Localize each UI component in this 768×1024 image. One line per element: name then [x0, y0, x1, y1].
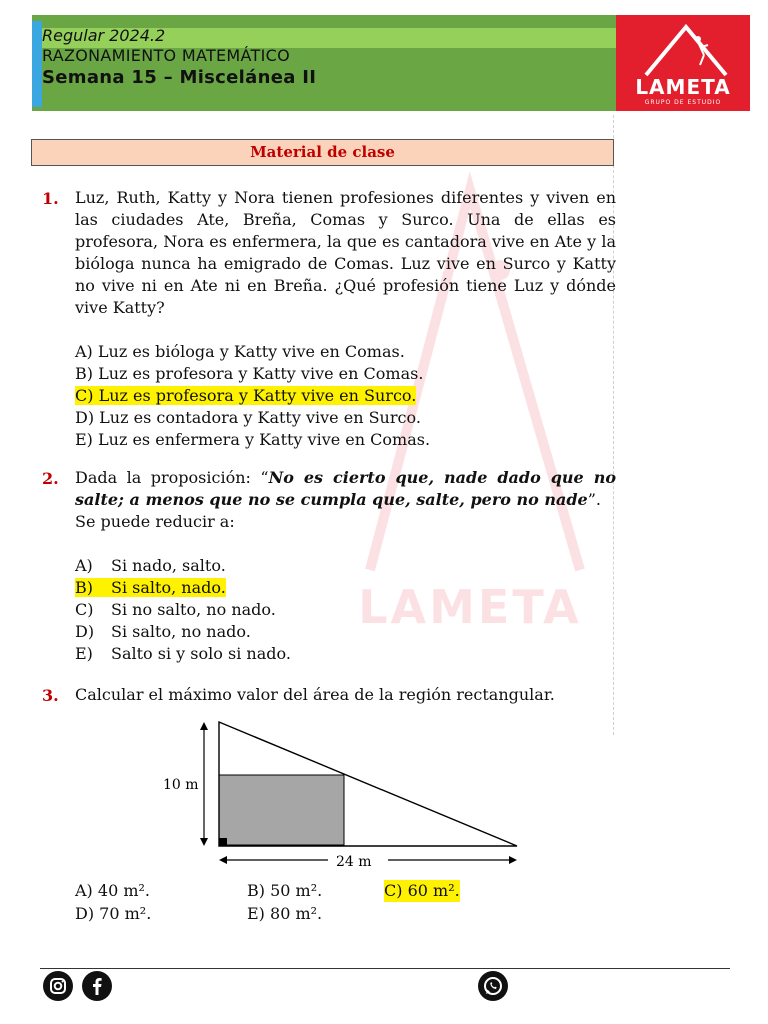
- question-text-2: [75, 467, 616, 533]
- instagram-icon[interactable]: [43, 971, 73, 1001]
- q2-line2: Se puede reducir a:: [75, 512, 235, 531]
- question-number-1: 1.: [42, 189, 59, 208]
- right-angle-mark: [219, 838, 227, 846]
- option-1d: D) Luz es contadora y Katty vive en Surco.: [75, 408, 421, 427]
- option-3b: B) 50 m².: [247, 881, 323, 900]
- triangle-diagram: [160, 716, 540, 880]
- option-2c: C) Si no salto, no nado.: [75, 600, 276, 619]
- option-2b-highlighted: B) Si salto, nado.: [75, 578, 226, 597]
- option-1a: A) Luz es bióloga y Katty vive en Comas.: [75, 342, 405, 361]
- section-title: Material de clase: [31, 139, 614, 166]
- base-label: 24 m: [336, 854, 372, 870]
- question-number-3: 3.: [42, 686, 59, 705]
- header-accent-bar: [32, 21, 42, 107]
- watermark-text: LAMETA: [358, 580, 582, 634]
- option-2a: A) Si nado, salto.: [75, 556, 226, 575]
- option-3e: E) 80 m².: [247, 904, 323, 923]
- q2-prefix: Dada la proposición: “: [75, 468, 269, 487]
- option-1e: E) Luz es enfermera y Katty vive en Comas.: [75, 430, 431, 449]
- option-3a: A) 40 m².: [75, 881, 150, 900]
- course-period: Regular 2024.2: [42, 26, 166, 45]
- triangle-figure: [160, 716, 540, 876]
- option-2e: E) Salto si y solo si nado.: [75, 644, 291, 663]
- inscribed-rectangle: [219, 775, 344, 845]
- option-1b: B) Luz es profesora y Katty vive en Comas.: [75, 364, 424, 383]
- lameta-logo: [616, 15, 750, 111]
- option-3c-highlighted: C) 60 m².: [384, 881, 460, 900]
- header-text: [42, 26, 316, 90]
- height-label: 10 m: [163, 777, 199, 793]
- question-options-2: [75, 555, 291, 665]
- footer-divider: [40, 968, 730, 969]
- q2-proposition: No es cierto que, nade dado que no salte; a menos que no se cumpla que, salte, pero no nade: [75, 468, 617, 509]
- question-text-3: Calcular el máximo valor del área de la región rectangular.: [75, 685, 555, 704]
- option-1c-highlighted: C) Luz es profesora y Katty vive en Surco.: [75, 386, 417, 405]
- option-2d: D) Si salto, no nado.: [75, 622, 251, 641]
- week-title: Semana 15 – Miscelánea II: [42, 67, 317, 88]
- course-name: RAZONAMIENTO MATEMÁTICO: [42, 46, 290, 65]
- facebook-icon[interactable]: [82, 971, 112, 1001]
- question-number-2: 2.: [42, 469, 59, 488]
- question-options-1: [75, 341, 430, 451]
- logo-subtext: GRUPO DE ESTUDIO: [644, 99, 722, 106]
- whatsapp-icon[interactable]: [478, 971, 508, 1001]
- q2-suffix: ”.: [587, 490, 601, 509]
- logo-text: LAMETA: [635, 75, 731, 99]
- question-text-1: Luz, Ruth, Katty y Nora tienen profesiones diferentes y viven en las ciudades Ate, Breña, Comas y Surco. Una de ellas es profesora, Nora es enfermera, la que es cantadora vive en Ate y la bióloga nunca ha emigrado de Comas. Luz vive en Surco y Katty no vive ni en Ate ni en Breña. ¿Qué profesión tiene Luz y dónde vive Katty?: [75, 188, 616, 317]
- option-3d: D) 70 m².: [75, 904, 152, 923]
